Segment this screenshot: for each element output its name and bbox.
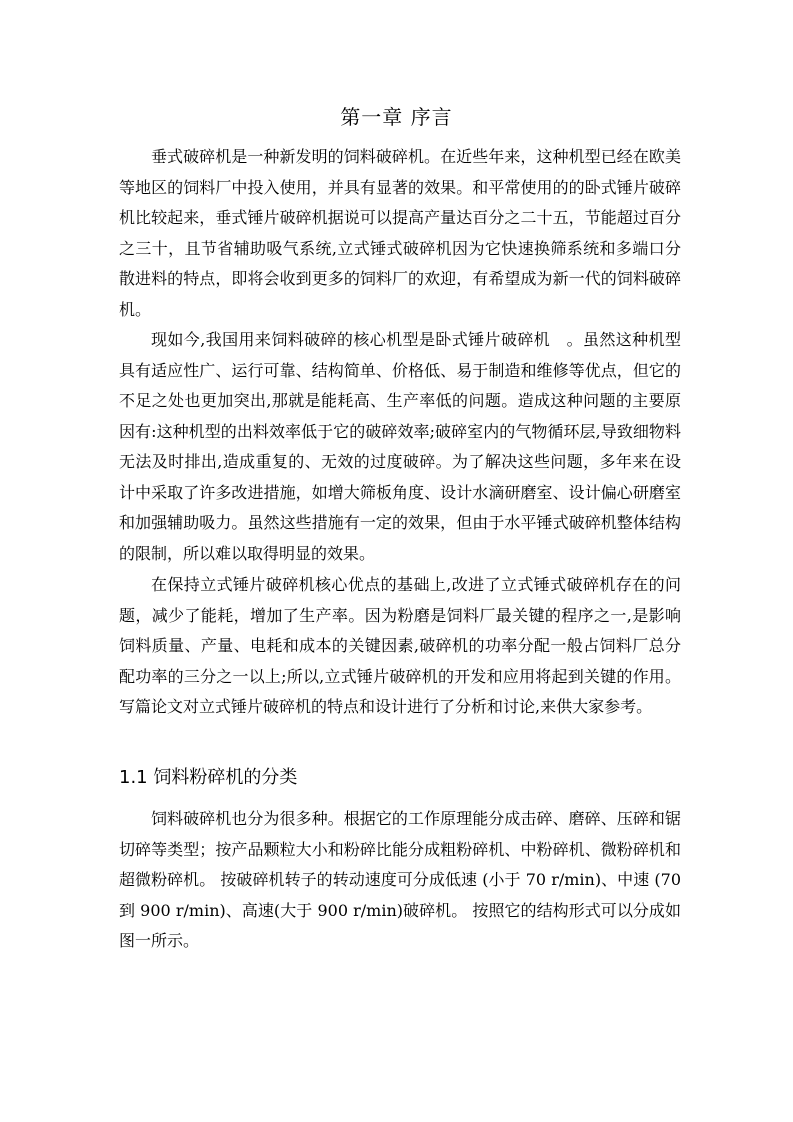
intro-paragraph-3: 在保持立式锤片破碎机核心优点的基础上,改进了立式锤式破碎机存在的问题，减少了能耗，增加了生产率。因为粉磨是饲料厂最关键的程序之一,是影响饲料质量、产量、电耗和成本的关键因素,破碎机的功率分配一般占饲料厂总分配功率的三分之一以上;所以,立式锤片破碎机的开发和应用将起到关键的作用。写篇论文对立式锤片破碎机的特点和设计进行了分析和讨论,来供大家参考。 <box>119 575 681 716</box>
chapter-title: 第一章 序言 <box>340 105 453 129</box>
intro-paragraph-1: 垂式破碎机是一种新发明的饲料破碎机。在近些年来，这种机型已经在欧美等地区的饲料厂中投入使用，并具有显著的效果。和平常使用的的卧式锤片破碎机比较起来，垂式锤片破碎机据说可以提高产量达百分之二十五，节能超过百分之三十，且节省辅助吸气系统,立式锤式破碎机因为它快速换筛系统和多端口分散进料的特点，即将会收到更多的饲料厂的欢迎，有希望成为新一代的饲料破碎机。 <box>119 147 681 319</box>
intro-paragraph-2: 现如今,我国用来饲料破碎的核心机型是卧式锤片破碎机 。虽然这种机型具有适应性广、运行可靠、结构简单、价格低、易于制造和维修等优点，但它的不足之处也更加突出,那就是能耗高、生产率低的问题。造成这种问题的主要原因有:这种机型的出料效率低于它的破碎效率;破碎室内的气物循环层,导致细物料无法及时排出,造成重复的、无效的过度破碎。为了解决这些问题，多年来在设计中采取了许多改进措施，如增大筛板角度、设计水滴研磨室、设计偏心研磨室和加强辅助吸力。虽然这些措施有一定的效果，但由于水平锤式破碎机整体结构的限制，所以难以取得明显的效果。 <box>119 330 681 563</box>
section-paragraph: 饲料破碎机也分为很多种。根据它的工作原理能分成击碎、磨碎、压碎和锯切碎等类型；按产品颗粒大小和粉碎比能分成粗粉碎机、中粉碎机、微粉碎机和超微粉碎机。 按破碎机转子的转动速度可分成低速 (小于 70 r/min)、中速 (70 到 900 r/min)、高速(大于 900 r/min)破碎机。 按照它的结构形式可以分成如图一所示。 <box>119 809 681 950</box>
section-title: 1.1 饲料粉碎机的分类 <box>119 767 298 788</box>
